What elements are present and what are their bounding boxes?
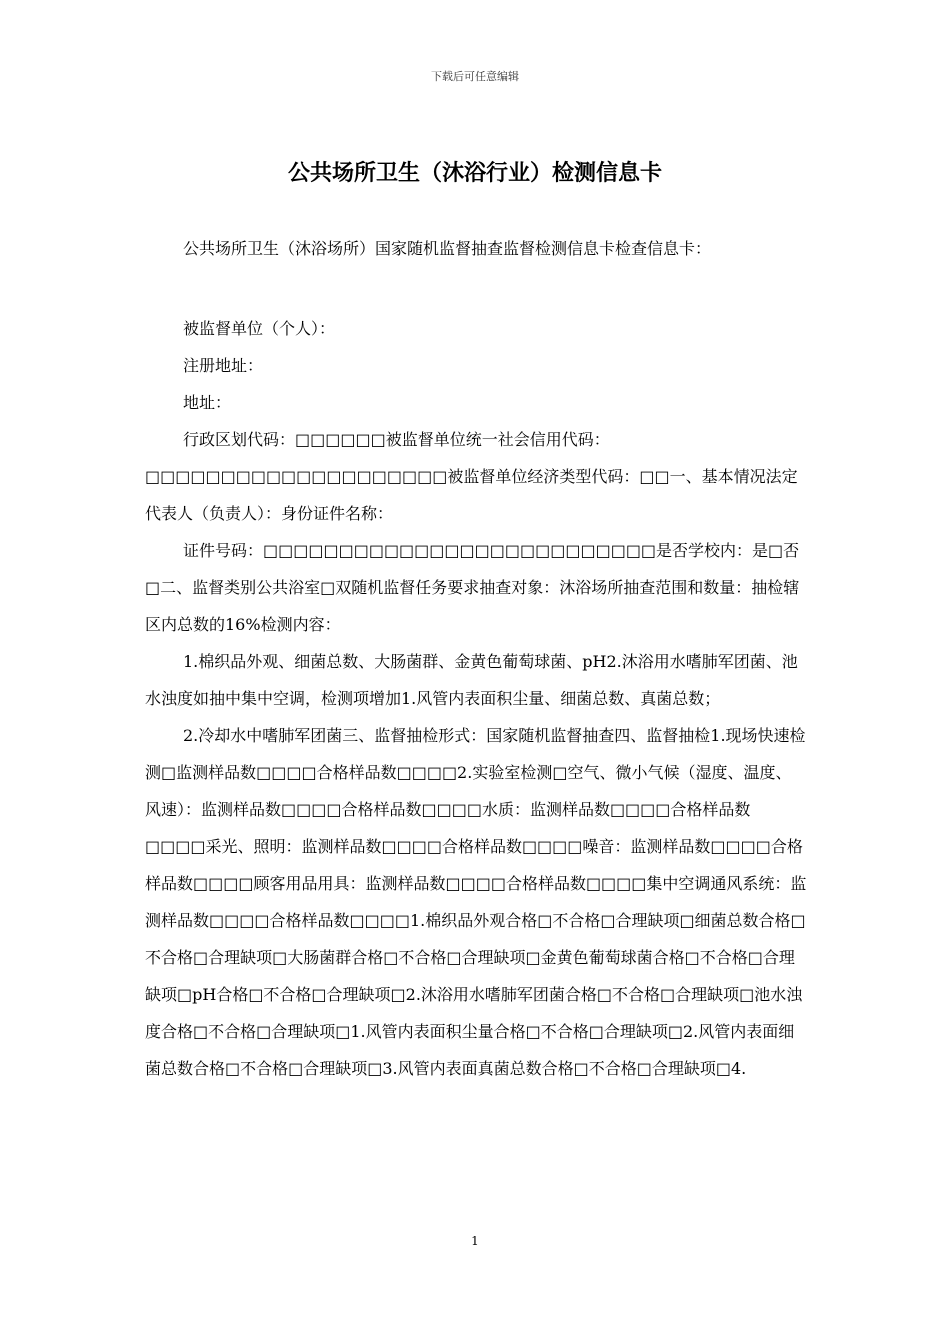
body-text (145, 310, 807, 1087)
field-supervised-unit: 被监督单位（个人）： (183, 319, 336, 338)
header-note: 下载后可任意编辑 (431, 70, 519, 83)
paragraph-id-number: 证件号码：□□□□□□□□□□□□□□□□□□□□□□□□□□是否学校内：是□否□二、监督类别公共浴室□双随机监督任务要求抽查对象：沐浴场所抽查范围和数量：抽检辖区内总数的16%检测内容： (145, 541, 800, 634)
paragraph-codes: 行政区划代码：□□□□□□被监督单位统一社会信用代码：□□□□□□□□□□□□□□□□□□□□被监督单位经济类型代码：□□一、基本情况法定代表人（负责人）：身份证件名称： (145, 430, 798, 523)
paragraph-test-items: 1.棉织品外观、细菌总数、大肠菌群、金黄色葡萄球菌、pH2.沐浴用水嗜肺军团菌、池水浊度如抽中集中空调，检测项增加1.风管内表面积尘量、细菌总数、真菌总数； (145, 652, 798, 708)
paragraph-inspection: 2.冷却水中嗜肺军团菌三、监督抽检形式：国家随机监督抽查四、监督抽检1.现场快速检测□监测样品数□□□□合格样品数□□□□2.实验室检测□空气、微小气候（湿度、温度、风速）：监测样品数□□□□合格样品数□□□□水质：监测样品数□□□□合格样品数□□□□采光、照明：监测样品数□□□□合格样品数□□□□噪音：监测样品数□□□□合格样品数□□□□顾客用品用具：监测样品数□□□□合格样品数□□□□集中空调通风系统：监测样品数□□□□合格样品数□□□□1.棉织品外观合格□不合格□合理缺项□细菌总数合格□不合格□合理缺项□大肠菌群合格□不合格□合理缺项□金黄色葡萄球菌合格□不合格□合理缺项□pH合格□不合格□合理缺项□2.沐浴用水嗜肺军团菌合格□不合格□合理缺项□池水浊度合格□不合格□合理缺项□1.风管内表面积尘量合格□不合格□合理缺项□2.风管内表面细菌总数合格□不合格□合理缺项□3.风管内表面真菌总数合格□不合格□合理缺项□4. (145, 726, 807, 1078)
page-number: 1 (471, 1234, 479, 1248)
intro-line: 公共场所卫生（沐浴场所）国家随机监督抽查监督检测信息卡检查信息卡： (183, 239, 712, 258)
field-registered-address: 注册地址： (183, 356, 264, 375)
field-address: 地址： (183, 393, 232, 412)
document-title: 公共场所卫生（沐浴行业）检测信息卡 (287, 161, 662, 186)
